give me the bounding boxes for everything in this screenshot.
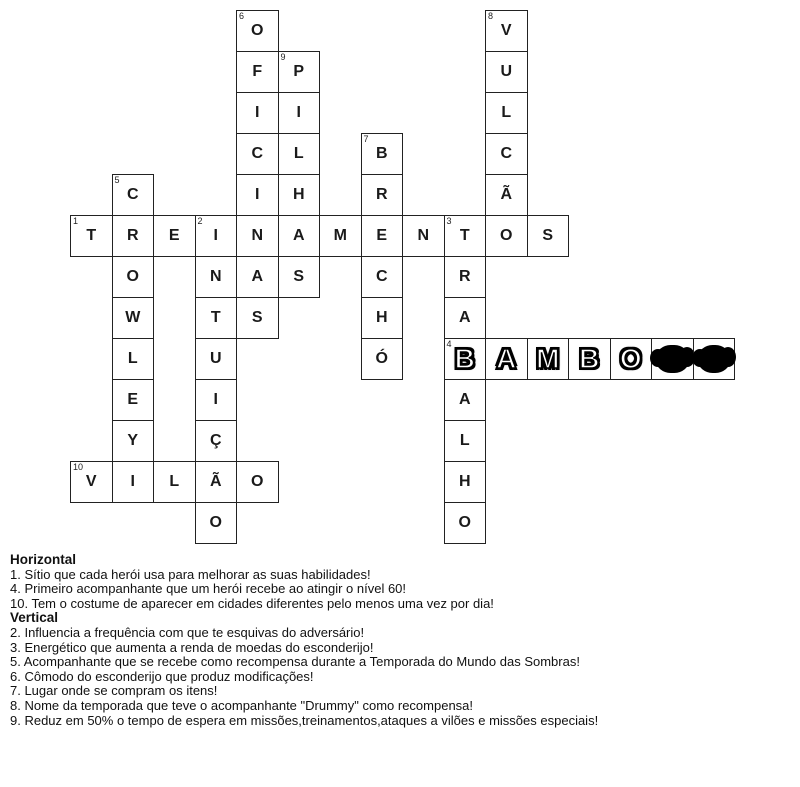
cell-letter: T [210,309,221,326]
grid-cell[interactable] [70,215,113,257]
cell-letter: L [459,432,470,449]
cell-letter: M [536,343,560,374]
grid-cell[interactable] [444,461,487,503]
grid-cell[interactable] [236,51,279,93]
grid-cell[interactable] [278,174,321,216]
cell-letter: E [168,227,180,244]
grid-cell[interactable] [444,420,487,462]
cell-letter: C [251,145,264,162]
grid-cell[interactable] [278,256,321,298]
grid-cell[interactable] [485,338,528,380]
grid-cell[interactable] [112,215,155,257]
clue-vertical-9: 9. Reduz em 50% o tempo de espera em missões,treinamentos,ataques a vilões e missões especiais! [10,712,599,728]
cell-letter: T [459,227,470,244]
cell-letter: C [126,186,139,203]
clue-number: 5 [114,175,120,185]
grid-cell[interactable] [361,174,404,216]
scribble-mark [656,345,689,373]
cell-letter: E [127,391,139,408]
grid-cell[interactable] [444,215,487,257]
vertical-heading: Vertical [10,610,59,626]
clue-vertical-8: 8. Nome da temporada que teve o acompanhante "Drummy" como recompensa! [10,697,474,713]
cell-letter: C [375,268,388,285]
clue-number: 7 [363,134,369,144]
cell-letter: C [500,145,513,162]
grid-cell[interactable] [195,256,238,298]
cell-letter: E [376,227,388,244]
cell-letter: I [255,186,260,203]
cell-letter: R [375,186,388,203]
grid-cell[interactable] [278,51,321,93]
grid-cell[interactable] [527,338,570,380]
grid-cell[interactable] [485,51,528,93]
grid-cell[interactable] [278,92,321,134]
cell-letter: H [458,473,471,490]
cell-letter: L [169,473,180,490]
cell-letter: I [130,473,135,490]
clue-number: 3 [446,216,452,226]
cell-letter: S [542,227,554,244]
cell-letter: F [252,63,263,80]
clue-number: 9 [280,52,286,62]
cell-letter: O [500,227,513,244]
cell-letter: A [251,268,264,285]
grid-cell[interactable] [195,461,238,503]
hidden-cell[interactable] [693,338,736,380]
cell-letter: A [458,309,471,326]
cell-letter: I [213,227,218,244]
grid-cell[interactable] [236,133,279,175]
grid-cell[interactable] [361,297,404,339]
clue-vertical-3: 3. Energético que aumenta a renda de moedas do esconderijo! [10,639,374,655]
cell-letter: A [292,227,305,244]
grid-cell[interactable] [195,502,238,544]
grid-cell[interactable] [236,461,279,503]
grid-cell[interactable] [361,256,404,298]
cell-letter: L [501,104,512,121]
grid-cell[interactable] [444,502,487,544]
grid-cell[interactable] [485,215,528,257]
clue-vertical-6: 6. Cômodo do esconderijo que produz modificações! [10,668,314,684]
cell-letter: I [213,391,218,408]
grid-cell[interactable] [195,297,238,339]
cell-letter: Ç [209,432,222,449]
grid-cell[interactable] [195,379,238,421]
grid-cell[interactable] [402,215,445,257]
cell-letter: W [125,309,141,326]
grid-cell[interactable] [361,133,404,175]
cell-letter: T [86,227,97,244]
cell-letter: I [296,104,301,121]
grid-cell[interactable] [195,420,238,462]
cell-letter: R [126,227,139,244]
cell-letter: I [255,104,260,121]
cell-letter: B [375,145,388,162]
clue-vertical-5: 5. Acompanhante que se recebe como recompensa durante a Temporada do Mundo das Sombras! [10,654,580,670]
cell-letter: Ó [375,350,388,367]
grid-cell[interactable] [195,215,238,257]
grid-cell[interactable] [361,215,404,257]
clue-number: 1 [73,216,79,226]
grid-cell[interactable] [112,338,155,380]
horizontal-heading: Horizontal [10,552,76,567]
clue-number: 10 [73,462,84,472]
grid-cell[interactable] [444,338,487,380]
grid-cell[interactable] [236,174,279,216]
cell-letter: A [458,391,471,408]
grid-cell[interactable] [236,297,279,339]
clue-horizontal-4: 4. Primeiro acompanhante que um herói recebe ao atingir o nível 60! [10,581,407,597]
grid-cell[interactable] [568,338,611,380]
cell-letter: O [209,514,222,531]
grid-cell[interactable] [278,133,321,175]
cell-letter: N [209,268,222,285]
cell-letter: V [500,22,512,39]
cell-letter: V [85,473,97,490]
grid-cell[interactable] [236,92,279,134]
cell-letter: N [251,227,264,244]
grid-cell[interactable] [236,256,279,298]
cell-letter: N [417,227,430,244]
cell-letter: R [458,268,471,285]
hidden-cell[interactable] [651,338,694,380]
cell-letter: S [293,268,305,285]
grid-cell[interactable] [361,338,404,380]
clue-list [10,553,795,728]
grid-cell[interactable] [112,297,155,339]
cell-letter: L [127,350,138,367]
cell-letter: U [500,63,513,80]
cell-letter: Ã [209,473,222,490]
clue-horizontal-1: 1. Sítio que cada herói usa para melhorar as suas habilidades! [10,566,371,582]
grid-cell[interactable] [485,174,528,216]
cell-letter: U [209,350,222,367]
clue-horizontal-10: 10. Tem o costume de aparecer em cidades diferentes pelo menos uma vez por dia! [10,595,494,611]
cell-letter: M [333,227,347,244]
grid-cell[interactable] [319,215,362,257]
grid-cell[interactable] [236,10,279,52]
grid-cell[interactable] [236,215,279,257]
cell-letter: O [251,473,264,490]
grid-cell[interactable] [444,256,487,298]
cell-letter: B [454,343,475,374]
grid-cell[interactable] [485,92,528,134]
grid-cell[interactable] [112,174,155,216]
grid-cell[interactable] [153,215,196,257]
clue-number: 2 [197,216,203,226]
clue-number: 4 [446,339,452,349]
grid-cell[interactable] [112,461,155,503]
clue-vertical-2: 2. Influencia a frequência com que te esquivas do adversário! [10,624,365,640]
grid-cell[interactable] [112,256,155,298]
grid-cell[interactable] [485,133,528,175]
cell-letter: Ã [500,186,513,203]
cell-letter: O [619,343,642,374]
cell-letter: O [458,514,471,531]
scribble-mark [698,345,731,373]
cell-letter: O [251,22,264,39]
grid-cell[interactable] [112,379,155,421]
grid-cell[interactable] [278,215,321,257]
cell-letter: O [126,268,139,285]
cell-letter: S [251,309,263,326]
grid-cell[interactable] [444,379,487,421]
cell-letter: P [293,63,305,80]
grid-cell[interactable] [527,215,570,257]
cell-letter: Y [127,432,139,449]
cell-letter: H [292,186,305,203]
grid-cell[interactable] [195,338,238,380]
cell-letter: A [496,343,517,374]
clue-number: 6 [239,11,245,21]
grid-cell[interactable] [70,461,113,503]
grid-cell[interactable] [610,338,653,380]
grid-cell[interactable] [112,420,155,462]
clue-vertical-7: 7. Lugar onde se compram os itens! [10,683,218,699]
grid-cell[interactable] [153,461,196,503]
grid-cell[interactable] [485,10,528,52]
cell-letter: L [293,145,304,162]
clue-number: 8 [488,11,494,21]
grid-cell[interactable] [444,297,487,339]
cell-letter: H [375,309,388,326]
cell-letter: B [579,343,600,374]
